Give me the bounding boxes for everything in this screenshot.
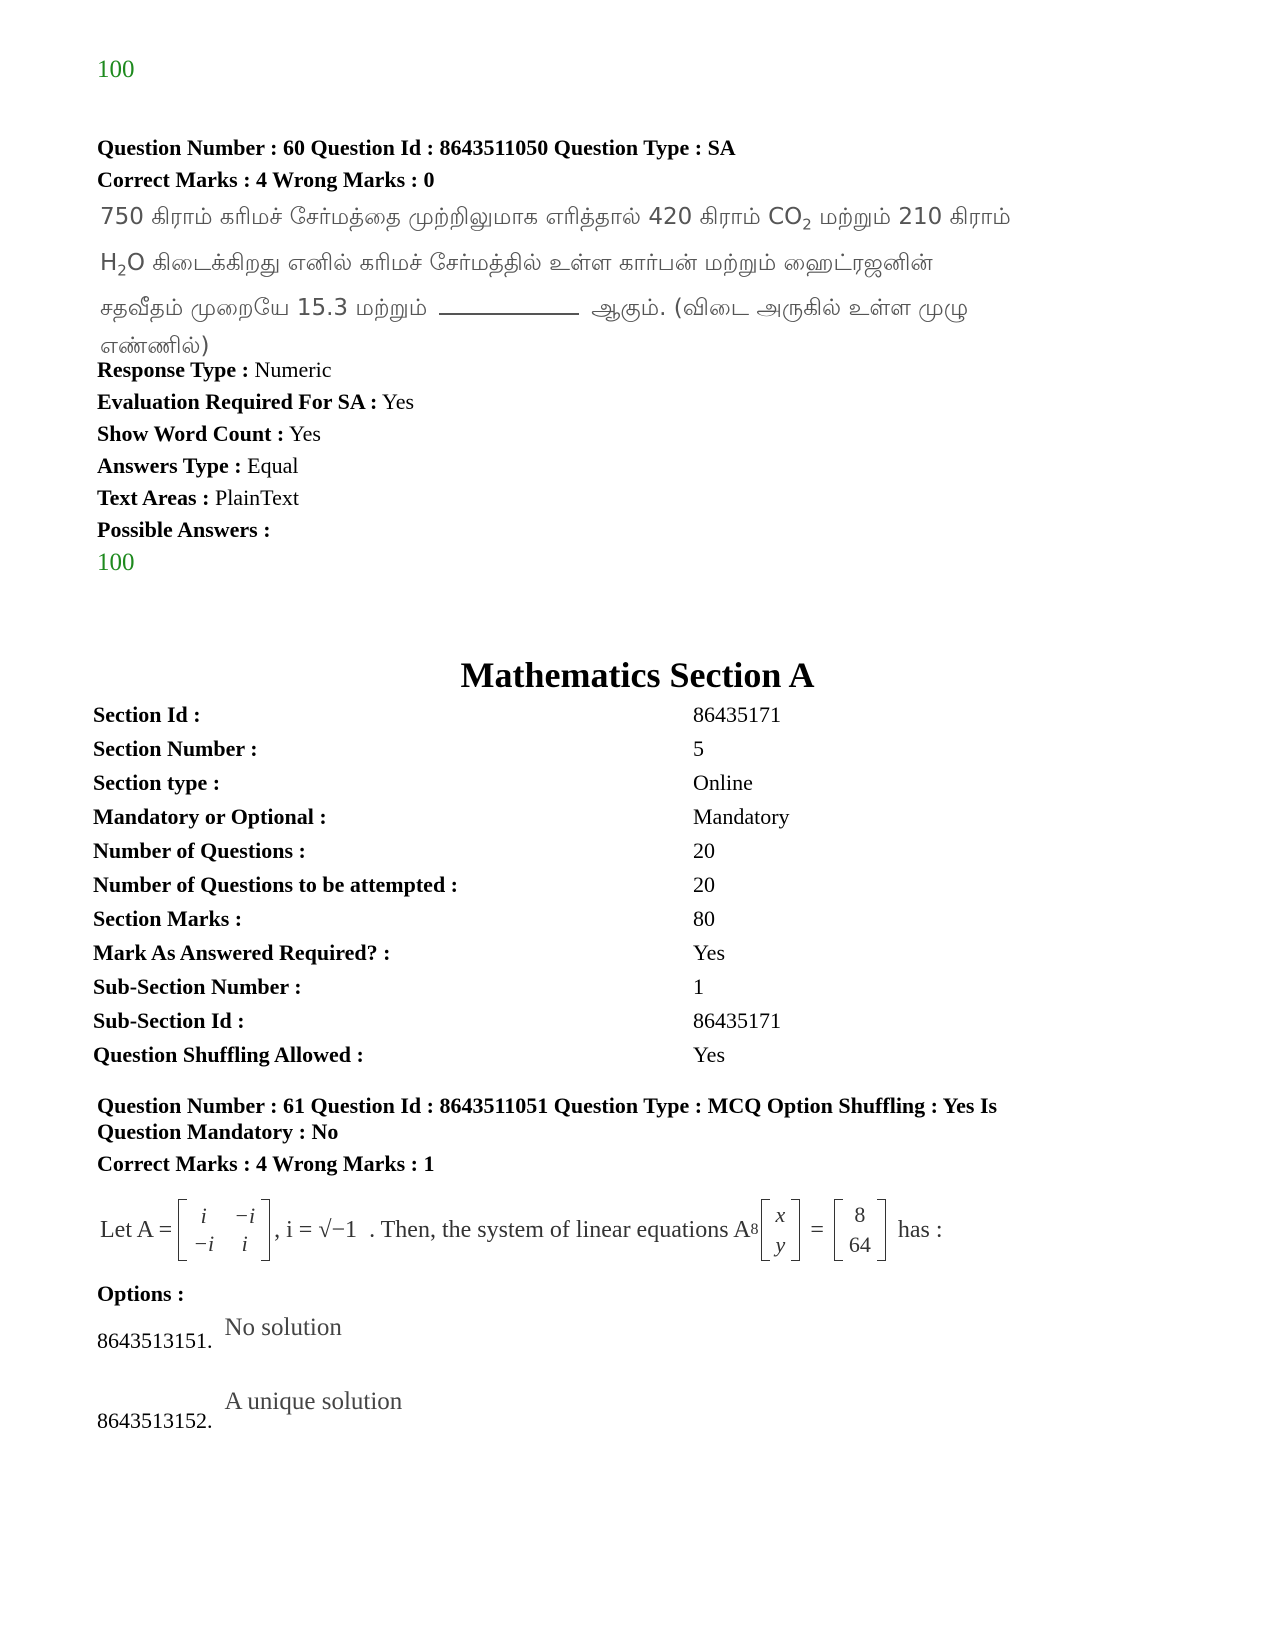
q60-text-line2: O கிடைக்கிறது எனில் கரிமச் சேர்மத்தில் உள்ள கார்பன் மற்றும் ஹைட்ரஜனின் [126,249,933,276]
section-row-value: Mandatory [693,804,790,829]
q61-question-image [100,1194,943,1266]
section-row [93,698,853,732]
section-row [93,1004,853,1038]
field-value: Yes [382,389,415,414]
q60-text-line3a: சதவீதம் முறையே 15.3 மற்றும் [100,295,428,322]
section-row [93,732,853,766]
vector-rhs-cells [843,1202,877,1258]
section-row-value: 80 [693,906,715,931]
field-row [97,482,414,514]
section-info-table [93,698,853,1072]
q61-header-line2: Question Mandatory : No [97,1119,339,1144]
left-bracket [834,1199,843,1261]
section-row [93,902,853,936]
vector-rhs [834,1199,886,1261]
vector-cell: 8 [854,1202,866,1227]
section-row [93,766,853,800]
q61-marks: Correct Marks : 4 Wrong Marks : 1 [97,1151,435,1176]
vector-cell: 64 [848,1232,871,1257]
section-row-label: Section type : [93,770,221,795]
section-row-value: 86435171 [693,1008,781,1033]
field-row [97,418,414,450]
section-row-value: 5 [693,736,704,761]
option-text: A unique solution [224,1388,403,1415]
section-row [93,970,853,1004]
q60-question-image [100,198,1130,365]
field-label: Evaluation Required For SA : [97,389,378,414]
q60-text-line3b: ஆகும். (விடை அருகில் உள்ள முழு [591,295,969,322]
field-row [97,514,414,546]
field-label: Text Areas : [97,485,210,510]
matrix-cell: i [241,1231,248,1256]
h2o-subscript: 2 [117,261,127,280]
matrix-cell: −i [193,1231,215,1256]
q60-marks: Correct Marks : 4 Wrong Marks : 0 [97,167,435,192]
matrix-cell: i [200,1203,207,1228]
section-row [93,868,853,902]
section-row-label: Question Shuffling Allowed : [93,1042,364,1067]
q60-text-line1b: மற்றும் 210 கிராம் [819,204,1011,230]
field-value: Equal [247,453,299,478]
vector-xy-cells [770,1202,792,1258]
right-bracket [261,1199,270,1261]
section-row-label: Section Id : [93,702,201,727]
i-definition: , i = √−1 [274,1216,358,1243]
section-row-value: Online [693,770,753,795]
section-row-label: Mandatory or Optional : [93,804,327,829]
section-row-label: Section Marks : [93,906,243,931]
field-label: Possible Answers : [97,517,271,542]
field-value: Yes [288,421,321,446]
field-label: Show Word Count : [97,421,285,446]
previous-answer: 100 [97,56,135,83]
section-row [93,936,853,970]
section-row-value: 20 [693,872,715,897]
section-row [93,800,853,834]
answer-blank [439,293,579,315]
section-row-label: Mark As Answered Required? : [93,940,391,965]
matrix-a-cells [187,1203,261,1257]
q60-fields [97,354,414,546]
section-title: Mathematics Section A [460,655,815,695]
let-text: Let A = [100,1216,173,1243]
equals-sign: = [810,1216,824,1243]
option-item[interactable] [97,1388,402,1434]
field-row [97,450,414,482]
field-value: Numeric [254,357,332,382]
option-item[interactable] [97,1314,342,1354]
left-bracket [761,1199,770,1261]
section-row [93,1038,853,1072]
section-row-label: Sub-Section Number : [93,974,302,999]
q61-header-line1: Question Number : 61 Question Id : 8643511051 Question Type : MCQ Option Shuffling : Yes Is [97,1093,998,1118]
vector-cell: y [775,1232,786,1257]
matrix-cell: −i [234,1203,256,1228]
section-row-label: Sub-Section Id : [93,1008,245,1033]
right-bracket [791,1199,800,1261]
vector-xy [761,1199,801,1261]
field-value: PlainText [214,485,299,510]
q60-header: Question Number : 60 Question Id : 8643511050 Question Type : SA [97,135,736,160]
field-label: Answers Type : [97,453,242,478]
h2o-h: H [100,249,118,276]
has-text: has : [897,1216,943,1243]
section-row-value: Yes [693,940,726,965]
section-row-label: Number of Questions : [93,838,306,863]
section-row-value: 20 [693,838,715,863]
option-id: 8643513152. [97,1408,213,1433]
section-row-label: Section Number : [93,736,258,761]
vector-cell: x [775,1202,786,1227]
options-label: Options : [97,1281,185,1306]
field-row [97,354,414,386]
right-bracket [877,1199,886,1261]
section-row-value: 1 [693,974,704,999]
section-row-value: Yes [693,1042,726,1067]
field-row [97,386,414,418]
field-label: Response Type : [97,357,249,382]
section-row [93,834,853,868]
section-row-label: Number of Questions to be attempted : [93,872,459,897]
left-bracket [178,1199,187,1261]
co2-subscript: 2 [802,215,812,234]
q60-answer: 100 [97,549,135,576]
option-id: 8643513151. [97,1328,213,1353]
section-row-value: 86435171 [693,702,781,727]
q60-text-line4: எண்ணில்) [100,333,210,360]
option-text: No solution [224,1314,342,1341]
power-8: 8 [750,1221,759,1238]
matrix-a [178,1199,270,1261]
q60-text-line1a: 750 கிராம் கரிமச் சேர்மத்தை முற்றிலுமாக எரித்தால் 420 கிராம் CO [100,204,803,230]
then-text: . Then, the system of linear equations A [369,1216,751,1243]
